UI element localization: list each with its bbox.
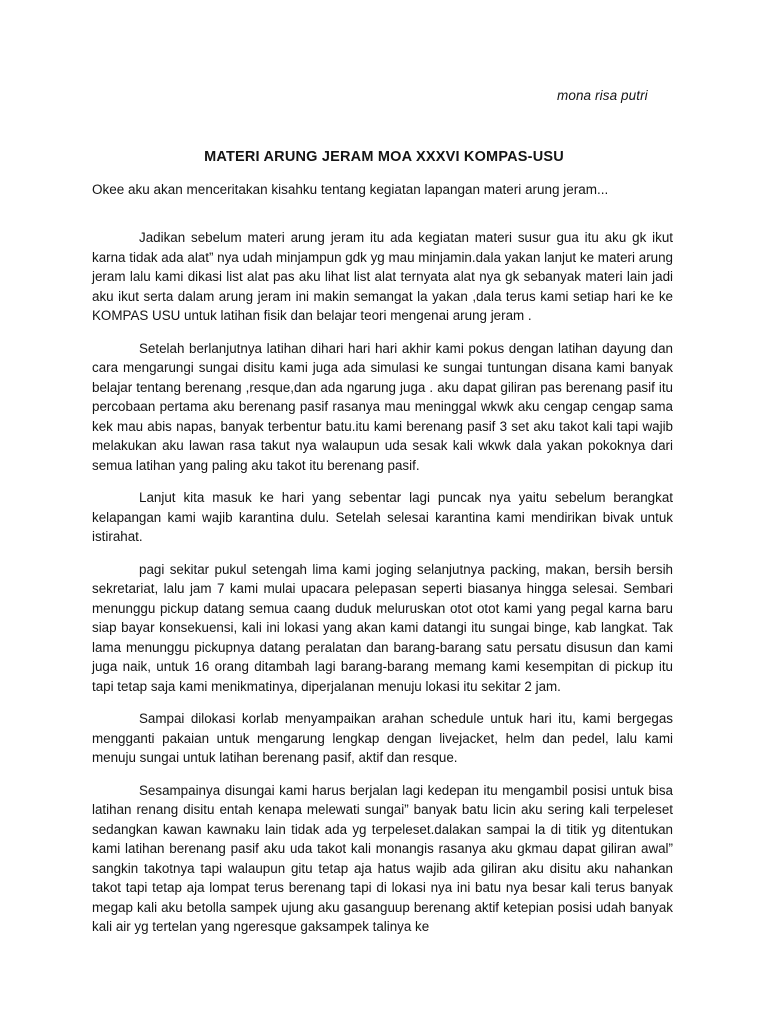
document-body [92,228,673,937]
author-name: mona risa putri [557,88,648,103]
body-paragraph: Jadikan sebelum materi arung jeram itu ada kegiatan materi susur gua itu aku gk ikut karna tidak ada alat” nya udah minjampun gdk yg mau minjamin.dala yakan lanjut ke materi arung jeram lalu kami dikasi list alat pas aku lihat list alat ternyata alat nya gk sebanyak materi lain jadi aku ikut serta dalam arung jeram ini makin semangat la yakan ,dala terus kami setiap hari ke ke KOMPAS USU untuk latihan fisik dan belajar teori mengenai arung jeram . [92,230,673,323]
intro-line: Okee aku akan menceritakan kisahku tentang kegiatan lapangan materi arung jeram... [92,182,609,197]
body-paragraph: Sesampainya disungai kami harus berjalan lagi kedepan itu mengambil posisi untuk bisa latihan renang disitu entah kenapa melewati sungai” banyak batu licin aku sering kali terpeleset sedangkan kawan kawnaku lain tidak ada yg terpeleset.dalakan sampai la di titik yg ditentukan kami latihan berenang pasif aku uda takot kali monangis rasanya aku gkmau dapat giliran awal” sangkin takotnya tapi walaupun gitu tetap aja hatus wajib ada giliran aku disitu aku nahankan takot tapi tetap aja lompat terus berenang tapi di lokasi nya ini batu nya besar kali terus banyak megap kali aku betolla sampek ujung aku gasanguup berenang aktif ketepian posisi udah banyak kali air yg tertelan yang ngeresque gaksampek talinya ke [92,782,673,934]
body-paragraph: Lanjut kita masuk ke hari yang sebentar lagi puncak nya yaitu sebelum berangkat kelapangan kami wajib karantina dulu. Setelah selesai karantina kami mendirikan bivak untuk istirahat. [92,490,673,544]
body-paragraph: Setelah berlanjutnya latihan dihari hari hari akhir kami pokus dengan latihan dayung dan cara mengarungi sungai disitu kami juga ada simulasi ke sungai tuntungan disana kami banyak belajar tentang berenang ,resque,dan ada ngarung juga . aku dapat giliran pas berenang pasif itu percobaan pertama aku berenang pasif rasanya mau meninggal wkwk aku cengap cengap sama kek mau abis napas, banyak terbentur batu.itu kami berenang pasif 3 set aku takot kali tapi wajib melakukan aku lawan rasa takut nya walaupun uda sesak kali wkwk dala yakan pokoknya dari semua latihan yang paling aku takot itu berenang pasif. [92,340,673,473]
body-paragraph: pagi sekitar pukul setengah lima kami joging selanjutnya packing, makan, bersih bersih sekretariat, lalu jam 7 kami mulai upacara pelepasan seperti biasanya hingga selesai. Sembari menunggu pickup datang semua caang duduk meluruskan otot otot kami yang pegal karna baru siap bayar konsekuensi, kali ini lokasi yang akan kami datangi itu sungai binge, kab langkat. Tak lama menunggu pickupnya datang peralatan dan barang-barang satu persatu disusun dan kami juga naik, untuk 16 orang ditambah lagi barang-barang memang kami kesempitan di pickup itu tapi tetap saja kami menikmatinya, diperjalanan menuju lokasi itu sekitar 2 jam. [92,561,673,694]
document-title: MATERI ARUNG JERAM MOA XXXVI KOMPAS-USU [204,149,564,165]
body-paragraph: Sampai dilokasi korlab menyampaikan arahan schedule untuk hari itu, kami bergegas mengganti pakaian untuk mengarung lengkap dengan livejacket, helm dan pedel, lalu kami menuju sungai untuk latihan berenang pasif, aktif dan resque. [92,711,673,765]
